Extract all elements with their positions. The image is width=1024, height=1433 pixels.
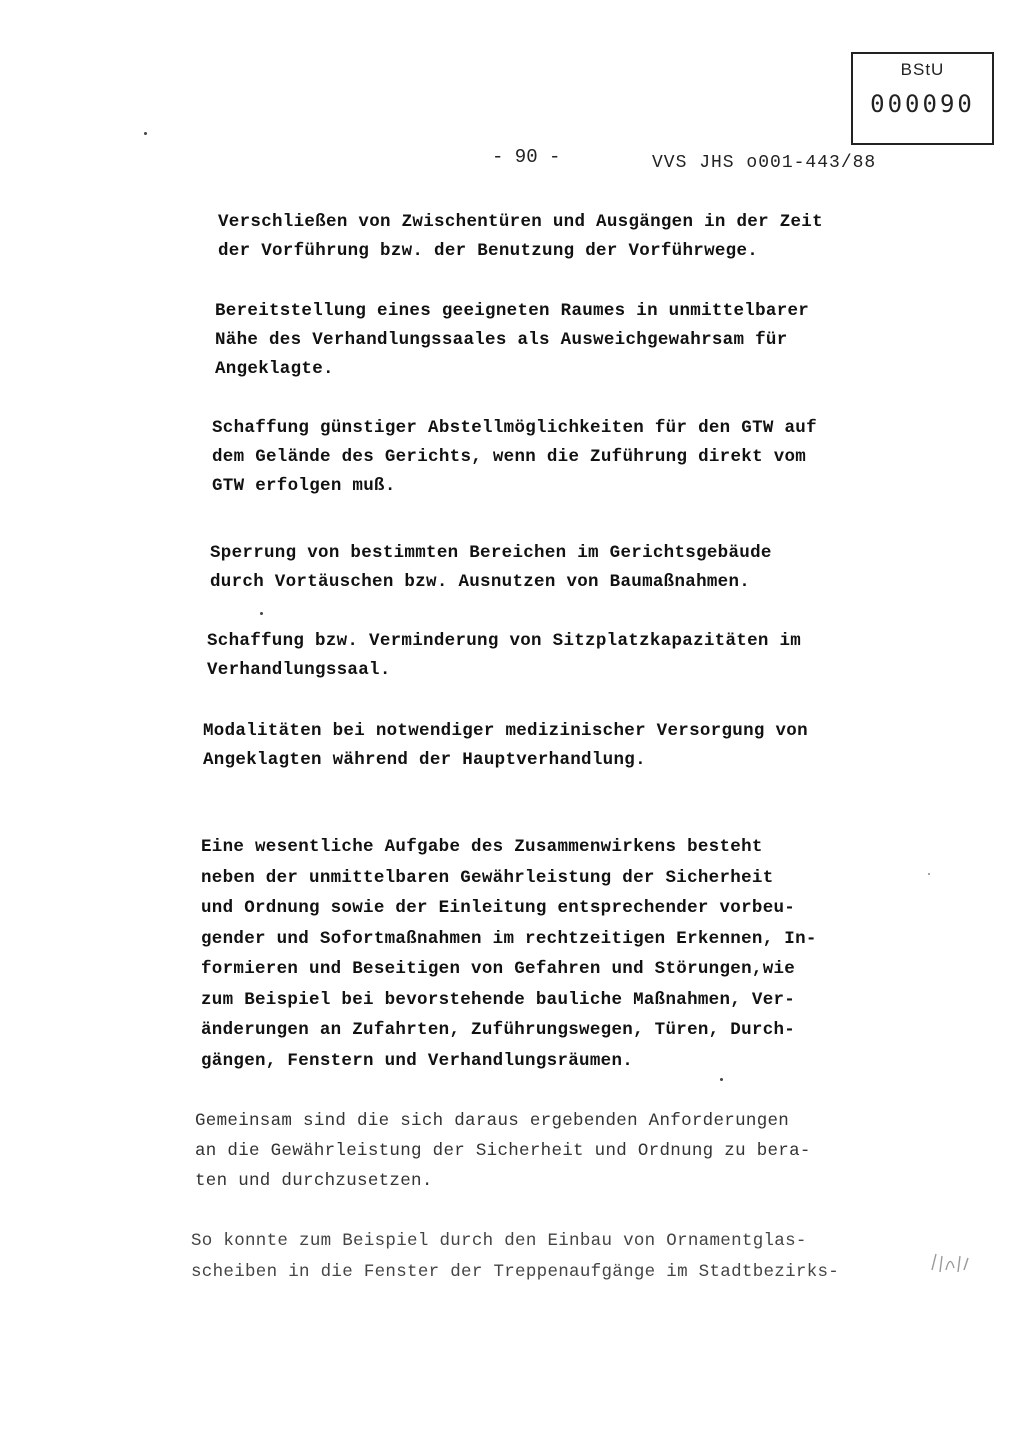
scan-speck [144, 132, 147, 135]
archive-stamp [851, 52, 994, 145]
margin-mark [928, 1250, 974, 1276]
body-paragraph: Eine wesentliche Aufgabe des Zusammenwirkens besteht neben der unmittelbaren Gewährleistung der Sicherheit und Ordnung sowie der Einleitung entsprechender vorbeu- gender und Sofortmaßnahmen im rechtzeitigen Erkennen, In- formieren und Beseitigen von Gefahren und Störungen,wie zum Beispiel bei bevorstehende bauliche Maßnahmen, Ver- änderungen an Zufahrten, Zuführungswegen, Türen, Durch- gängen, Fenstern und Verhandlungsräumen. [201, 837, 817, 1071]
list-item: Schaffung bzw. Verminderung von Sitzplatzkapazitäten im Verhandlungssaal. [207, 631, 802, 680]
list-item: Modalitäten bei notwendiger medizinischer Versorgung von Angeklagten während der Hauptverhandlung. [203, 721, 808, 770]
scan-speck [720, 1078, 723, 1081]
page-number: - 90 - [492, 146, 561, 168]
scan-speck [260, 612, 263, 615]
stamp-number: 000090 [870, 90, 975, 118]
stamp-org-label: BStU [900, 60, 945, 79]
list-item: Sperrung von bestimmten Bereichen im Gerichtsgebäude durch Vortäuschen bzw. Ausnutzen von Baumaßnahmen. [210, 543, 772, 592]
scan-speck [928, 873, 930, 875]
list-item: Schaffung günstiger Abstellmöglichkeiten für den GTW auf dem Gelände des Gerichts, wenn die Zuführung direkt vom GTW erfolgen muß. [212, 418, 817, 496]
body-paragraph: Gemeinsam sind die sich daraus ergebenden Anforderungen an die Gewährleistung der Sicherheit und Ordnung zu bera- ten und durchzusetzen. [195, 1111, 811, 1191]
list-item: Verschließen von Zwischentüren und Ausgängen in der Zeit der Vorführung bzw. der Benutzung der Vorführwege. [218, 212, 823, 261]
body-paragraph: So konnte zum Beispiel durch den Einbau von Ornamentglas- scheiben in die Fenster der Treppenaufgänge im Stadtbezirks- [191, 1231, 840, 1282]
list-item: Bereitstellung eines geeigneten Raumes in unmittelbarer Nähe des Verhandlungssaales als Ausweichgewahrsam für Angeklagte. [215, 301, 810, 379]
document-reference: VVS JHS o001-443/88 [652, 153, 877, 173]
